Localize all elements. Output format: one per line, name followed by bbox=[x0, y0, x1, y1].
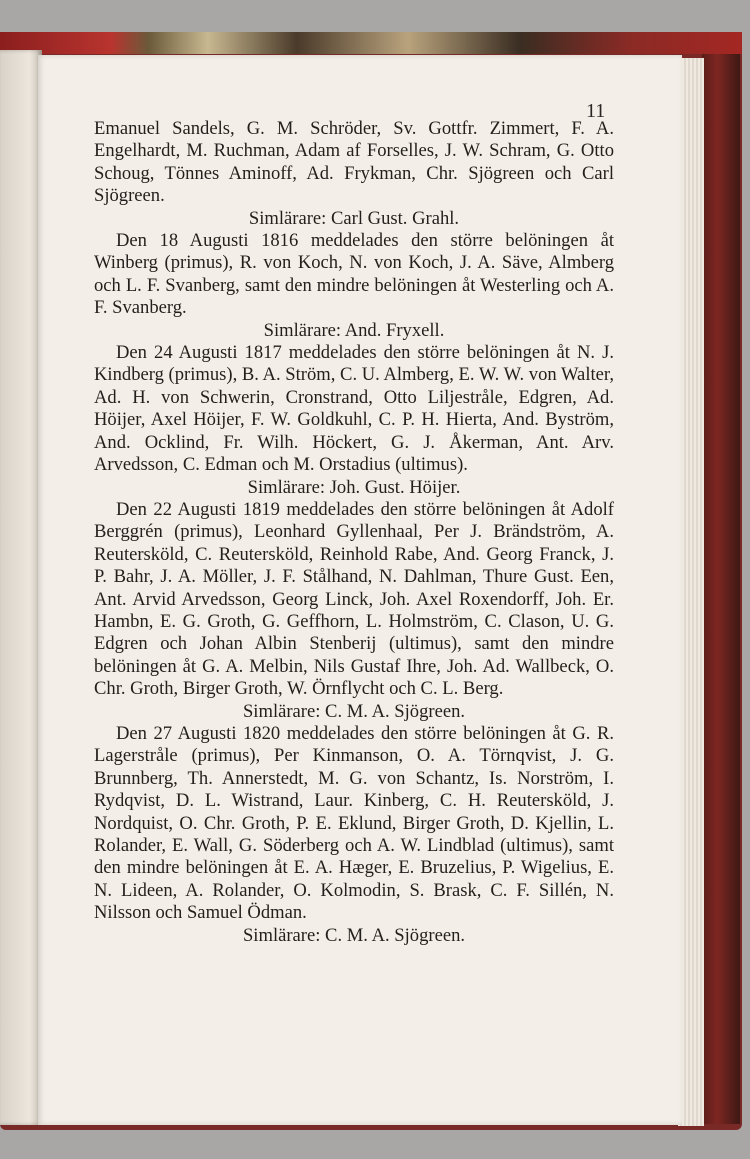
paragraph-1817: Den 24 Augusti 1817 meddelades den större belöningen åt N. J. Kindberg (primus), B. A. Ström, C. U. Almberg, E. W. W. von Walter, Ad. H. von Schwerin, Cronstrand, Otto Liljestråle, Edgren, Ad. Höijer, Axel Höijer, F. W. Goldkuhl, C. P. H. Hierta, And. Byström, And. Ocklind, Fr. Wilh. Höckert, G. J. Åkerman, Ant. Arv. Arvedsson, C. Edman och M. Orstadius (ultimus). bbox=[94, 342, 614, 476]
swim-teacher-line: Simlärare: Carl Gust. Grahl. bbox=[248, 207, 460, 229]
swim-teacher-line: Simlärare: C. M. A. Sjögreen. bbox=[242, 924, 466, 946]
page-number: 11 bbox=[586, 100, 606, 122]
left-page-edge bbox=[0, 50, 42, 1125]
book-cover-edge bbox=[0, 32, 742, 54]
paragraph-1819: Den 22 Augusti 1819 meddelades den större belöningen åt Adolf Berggrén (primus), Leonhard Gyllenhaal, Per J. Brändström, A. Reutersköld, C. Reutersköld, Reinhold Rabe, And. Georg Franck, J. P. Bahr, J. A. Möller, J. F. Stålhand, N. Dahlman, Thure Gust. Een, Ant. Arvid Arvedsson, Georg Linck, Joh. Axel Roxendorff, Joh. Er. Hambn, E. G. Groth, G. Geffhorn, L. Holmström, C. Clason, U. G. Edgren och Johan Albin Stenberij (ultimus), samt den mindre belöningen åt G. A. Melbin, Nils Gustaf Ihre, Joh. Ad. Wallbeck, O. Chr. Groth, Birger Groth, W. Örnflycht och C. L. Berg. bbox=[94, 498, 614, 700]
paragraph-continuation: Emanuel Sandels, G. M. Schröder, Sv. Gottfr. Zimmert, F. A. Engelhardt, M. Ruchman, Adam af Forselles, J. W. Schram, G. Otto Schoug, Tönnes Aminoff, Ad. Frykman, Chr. Sjögreen och Carl Sjögreen. bbox=[94, 118, 614, 207]
paragraph-1820: Den 27 Augusti 1820 meddelades den större belöningen åt G. R. Lagerstråle (primus), Per Kinmanson, O. A. Törnqvist, J. G. Brunnberg, Th. Annerstedt, M. G. von Schantz, Is. Norström, I. Rydqvist, D. L. Wistrand, Laur. Kinberg, C. H. Reutersköld, J. Nordquist, O. Chr. Groth, P. E. Eklund, Birger Groth, D. Kjellin, L. Rolander, E. Wall, G. Söderberg och A. W. Lindblad (ultimus), samt den mindre belöningen åt E. A. Hæger, E. Bruzelius, P. Wigelius, E. N. Lideen, A. Rolander, O. Kolmodin, S. Brask, C. F. Sillén, N. Nilsson och Samuel Ödman. bbox=[94, 722, 614, 924]
swim-teacher-line: Simlärare: Joh. Gust. Höijer. bbox=[247, 476, 461, 498]
swim-teacher-line: Simlärare: C. M. A. Sjögreen. bbox=[242, 700, 466, 722]
page-text bbox=[94, 118, 614, 947]
paragraph-1816: Den 18 Augusti 1816 meddelades den större belöningen åt Winberg (primus), R. von Koch, N. von Koch, J. A. Säve, Almberg och L. F. Svanberg, samt den mindre belöningen åt Westerling och A. F. Svanberg. bbox=[94, 230, 614, 319]
swim-teacher-line: Simlärare: And. Fryxell. bbox=[263, 319, 445, 341]
book-cover-right bbox=[702, 54, 740, 1124]
